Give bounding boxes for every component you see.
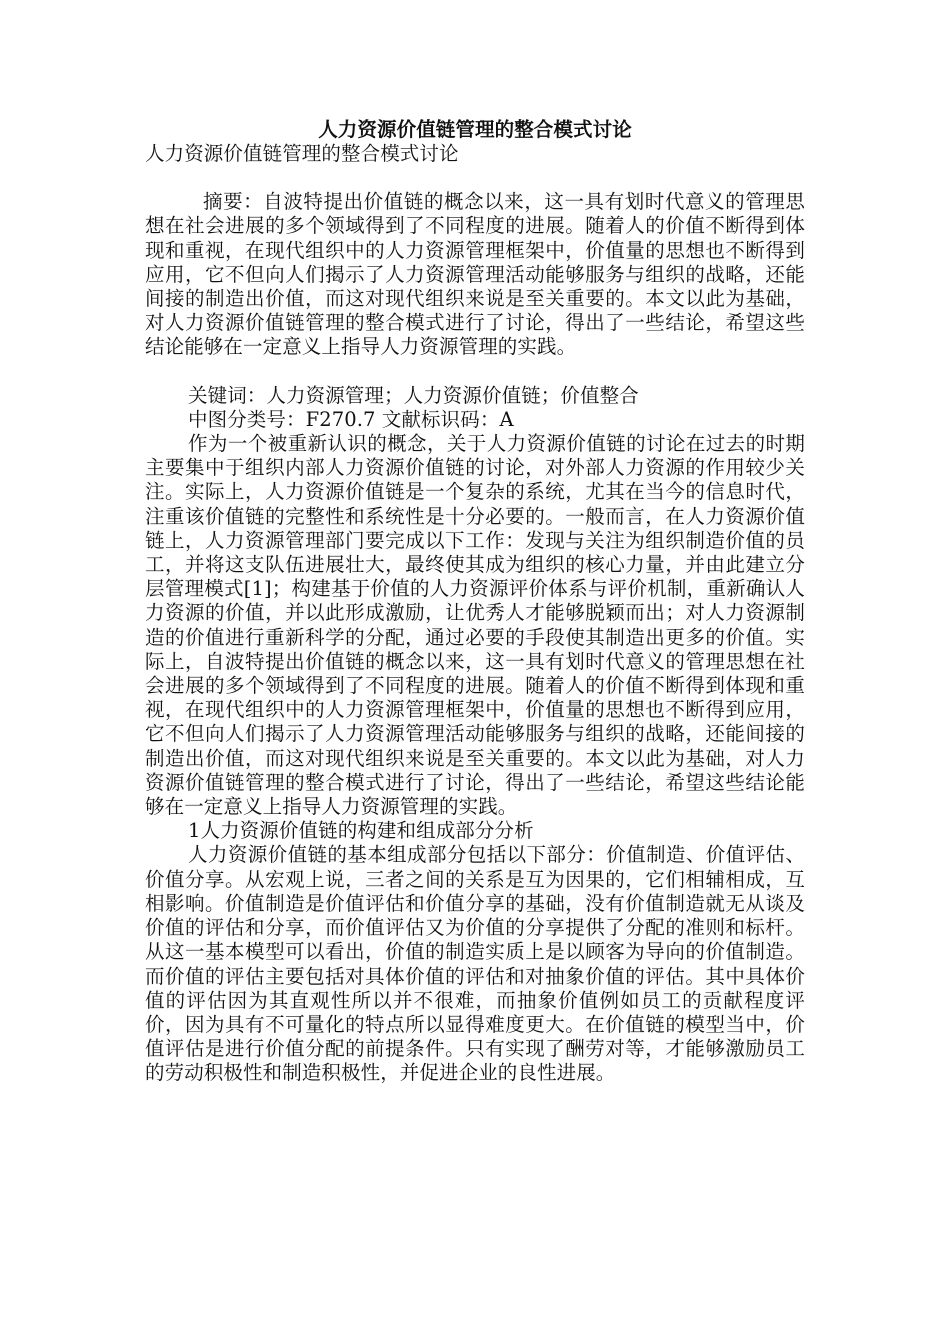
document-page xyxy=(145,118,805,1086)
abstract-paragraph: 摘要：自波特提出价值链的概念以来，这一具有划时代意义的管理思想在社会进展的多个领域得到了不同程度的进展。随着人的价值不断得到体现和重视，在现代组织中的人力资源管理框架中，价值量的思想也不断得到应用，它不但向人们揭示了人力资源管理活动能够服务与组织的战略，还能间接的制造出价值，而这对现代组织来说是至关重要的。本文以此为基础，对人力资源价值链管理的整合模式进行了讨论，得出了一些结论，希望这些结论能够在一定意义上指导人力资源管理的实践。 xyxy=(145,190,805,359)
blank-line xyxy=(145,360,805,384)
body-paragraph-2: 人力资源价值链的基本组成部分包括以下部分：价值制造、价值评估、价值分享。从宏观上说，三者之间的关系是互为因果的，它们相辅相成，互相影响。价值制造是价值评估和价值分享的基础，没有价值制造就无从谈及价值的评估和分享，而价值评估又为价值的分享提供了分配的准则和标杆。从这一基本模型可以看出，价值的制造实质上是以顾客为导向的价值制造。而价值的评估主要包括对具体价值的评估和对抽象价值的评估。其中具体价值的评估因为其直观性所以并不很难，而抽象价值例如员工的贡献程度评价，因为具有不可量化的特点所以显得难度更大。在价值链的模型当中，价值评估是进行价值分配的前提条件。只有实现了酬劳对等，才能够激励员工的劳动积极性和制造积极性，并促进企业的良性进展。 xyxy=(145,843,805,1085)
section-heading: 1人力资源价值链的构建和组成部分分析 xyxy=(188,819,534,843)
keywords-line: 关键词：人力资源管理；人力资源价值链；价值整合 xyxy=(188,383,639,407)
classification-line: 中图分类号：F270.7 文献标识码：A xyxy=(188,407,514,431)
document-title: 人力资源价值链管理的整合模式讨论 xyxy=(318,118,632,141)
blank-line xyxy=(145,166,805,190)
body-paragraph-1: 作为一个被重新认识的概念，关于人力资源价值链的讨论在过去的时期主要集中于组织内部人力资源价值链的讨论，对外部人力资源的作用较少关注。实际上，人力资源价值链是一个复杂的系统，尤其在当今的信息时代，注重该价值链的完整性和系统性是十分必要的。一般而言，在人力资源价值链上，人力资源管理部门要完成以下工作：发现与关注为组织制造价值的员工，并将这支队伍进展壮大，最终使其成为组织的核心力量，并由此建立分层管理模式[1]；构建基于价值的人力资源评价体系与评价机制，重新确认人力资源的价值，并以此形成激励，让优秀人才能够脱颖而出；对人力资源制造的价值进行重新科学的分配，通过必要的手段使其制造出更多的价值。实际上，自波特提出价值链的概念以来，这一具有划时代意义的管理思想在社会进展的多个领域得到了不同程度的进展。随着人的价值不断得到体现和重视，在现代组织中的人力资源管理框架中，价值量的思想也不断得到应用，它不但向人们揭示了人力资源管理活动能够服务与组织的战略，还能间接的制造出价值，而这对现代组织来说是至关重要的。本文以此为基础，对人力资源价值链管理的整合模式进行了讨论，得出了一些结论，希望这些结论能够在一定意义上指导人力资源管理的实践。 xyxy=(145,432,805,819)
document-subtitle: 人力资源价值链管理的整合模式讨论 xyxy=(145,142,459,165)
